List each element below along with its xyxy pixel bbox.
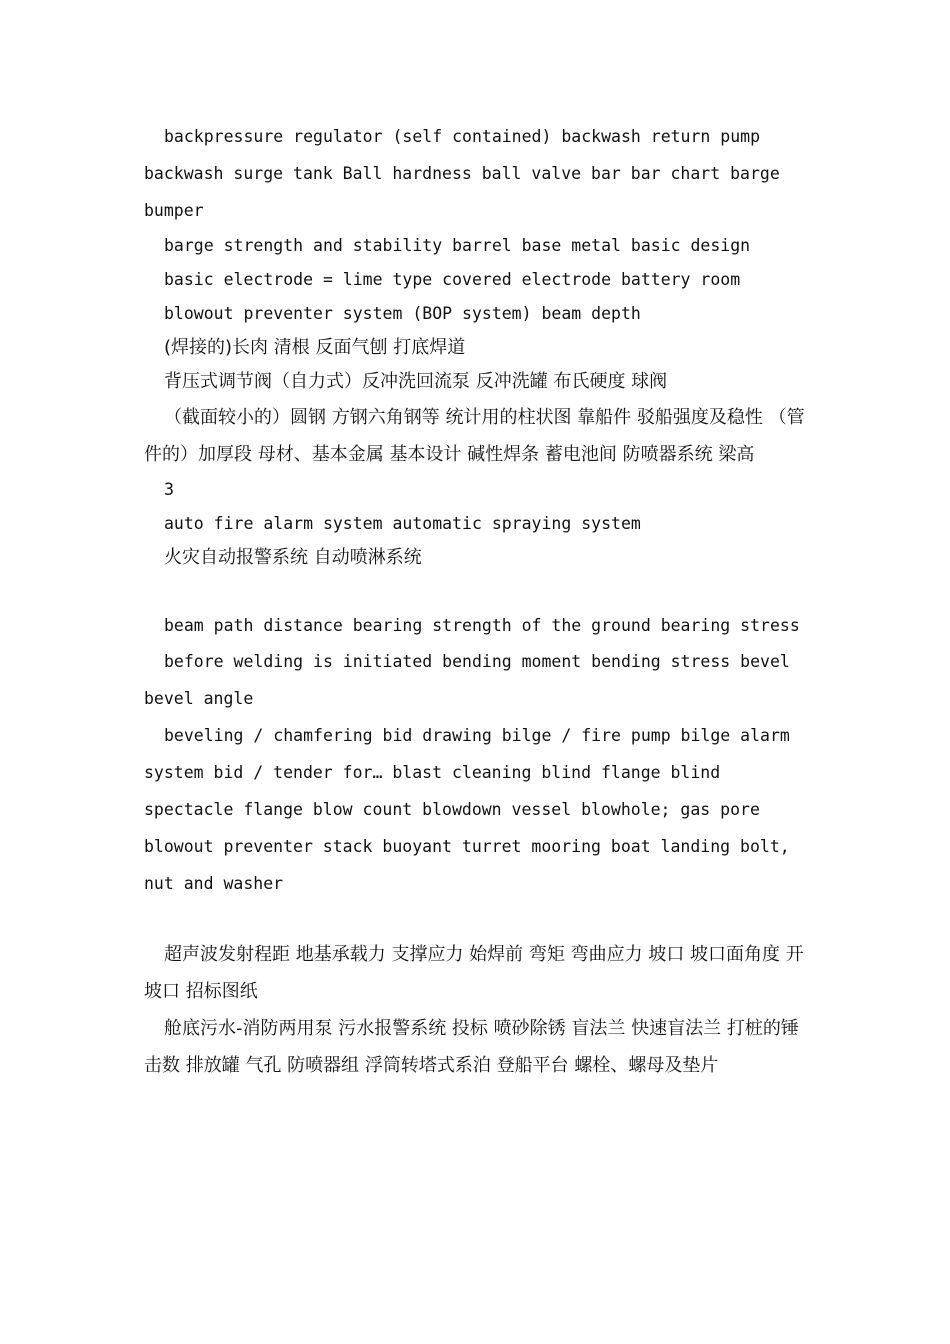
spacer (144, 902, 812, 936)
paragraph-blowout-preventer: blowout preventer system (BOP system) beam depth (164, 304, 641, 323)
page-number: 3 (164, 480, 174, 499)
paragraph-beam-path: beam path distance bearing strength of the ground bearing stress (164, 616, 800, 635)
paragraph-steel-zh: （截面较小的）圆钢 方钢六角钢等 统计用的柱状图 靠船件 驳船强度及稳性 （管件的）加厚段 母材、基本金属 基本设计 碱性焊条 蓄电池间 防喷器系统 梁高 (144, 407, 805, 465)
paragraph-before-welding: before welding is initiated bending moment bending stress bevel bevel angle (144, 652, 790, 708)
paragraph-valve-zh: 背压式调节阀（自力式）反冲洗回流泵 反冲洗罐 布氏硬度 球阀 (164, 371, 668, 392)
paragraph-bilge-zh: 舱底污水-消防两用泵 污水报警系统 投标 喷砂除锈 盲法兰 快速盲法兰 打桩的锤击数 排放罐 气孔 防喷器组 浮筒转塔式系泊 登船平台 螺栓、螺母及垫片 (144, 1018, 799, 1076)
paragraph-fire-alarm: auto fire alarm system automatic spraying system (164, 514, 641, 533)
paragraph-basic-electrode: basic electrode = lime type covered electrode battery room (164, 270, 741, 289)
paragraph-beveling: beveling / chamfering bid drawing bilge / fire pump bilge alarm system bid / tender for… blast cleaning blind flange blind spectacle flange blow count blowdown vessel blowhole; gas pore blowout preventer stack buoyant turret mooring boat landing bolt, nut and washer (144, 726, 790, 893)
paragraph-barge-strength: barge strength and stability barrel base metal basic design (164, 236, 751, 255)
document-page (144, 118, 812, 1084)
paragraph-fire-alarm-zh: 火灾自动报警系统 自动喷淋系统 (164, 547, 422, 568)
paragraph-backpressure: backpressure regulator (self contained) backwash return pump backwash surge tank Ball hardness ball valve bar bar chart barge bumper (144, 127, 780, 220)
paragraph-ultrasonic-zh: 超声波发射程距 地基承载力 支撑应力 始焊前 弯矩 弯曲应力 坡口 坡口面角度 开坡口 招标图纸 (144, 944, 804, 1002)
paragraph-welding-zh: (焊接的)长肉 清根 反面气刨 打底焊道 (164, 337, 466, 358)
spacer (144, 575, 812, 609)
